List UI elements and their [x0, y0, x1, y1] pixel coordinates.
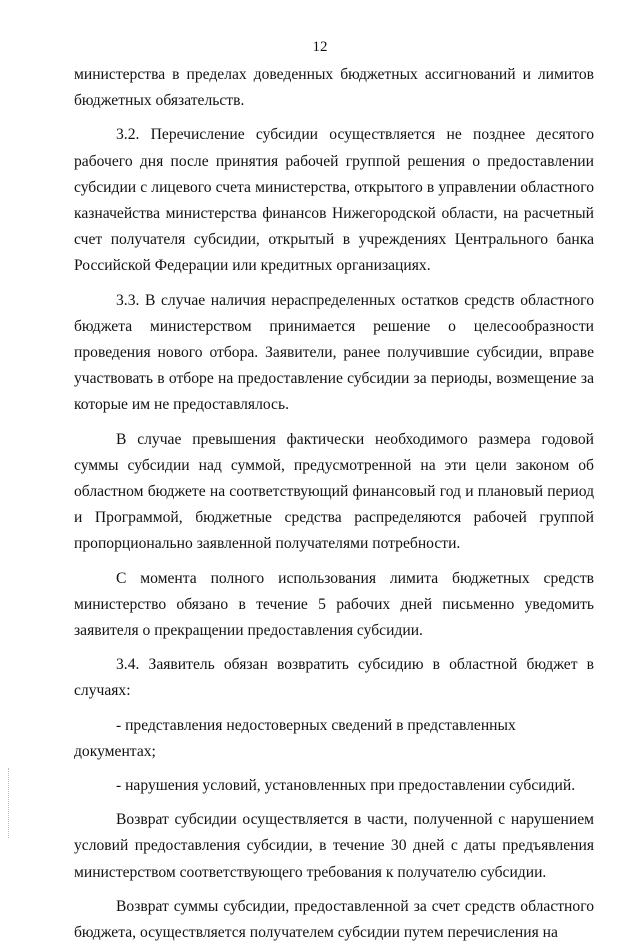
paragraph-continuation: министерства в пределах доведенных бюджетных ассигнований и лимитов бюджетных обязательств.	[74, 66, 594, 110]
list-item-violation: - нарушения условий, установленных при предоставлении субсидий.	[116, 777, 576, 795]
paragraph-return-method: Возврат суммы субсидии, предоставленной за счет средств областного бюджета, осуществляется получателем субсидии путем перечисления на	[74, 897, 594, 942]
scan-margin-mark	[8, 768, 10, 838]
paragraph-3-3: 3.3. В случае наличия нераспределенных остатков средств областного бюджета министерством принимается решение о целесообразности проведения нового отбора. Заявители, ранее получившие субсидии, вправе участвовать в отборе на предоставление субсидии за периоды, возмещение за которые им не предоставлялось.	[74, 291, 594, 414]
paragraph-excess-subsidy: В случае превышения фактически необходимого размера годовой суммы субсидии над суммой, предусмотренной на эти цели законом об областном бюджете на соответствующий финансовый год и плановый период и Программой, бюджетные средства распределяются рабочей группой пропорционально заявленной получателями потребности.	[74, 430, 594, 553]
paragraph-3-4: 3.4. Заявитель обязан возвратить субсидию в областной бюджет в случаях:	[74, 656, 594, 700]
paragraph-return-period: Возврат субсидии осуществляется в части, полученной с нарушением условий предоставления субсидии, в течение 30 дней с даты предъявления министерством соответствующего требования к получателю субсидии.	[74, 811, 594, 881]
paragraph-3-2: 3.2. Перечисление субсидии осуществляется не позднее десятого рабочего дня после принятия рабочей группой решения о предоставлении субсидии с лицевого счета министерства, открытого в управлении областного казначейства министерства финансов Нижегородской области, на расчетный счет получателя субсидии, открытый в учреждениях Центрального банка Российской Федерации или кредитных организациях.	[74, 126, 594, 275]
paragraph-limit-notice: С момента полного использования лимита бюджетных средств министерство обязано в течение 5 рабочих дней письменно уведомить заявителя о прекращении предоставления субсидии.	[74, 569, 594, 640]
list-item-false-info: - представления недостоверных сведений в представленных документах;	[74, 716, 516, 760]
document-body	[74, 62, 594, 946]
page-number: 12	[312, 39, 328, 55]
